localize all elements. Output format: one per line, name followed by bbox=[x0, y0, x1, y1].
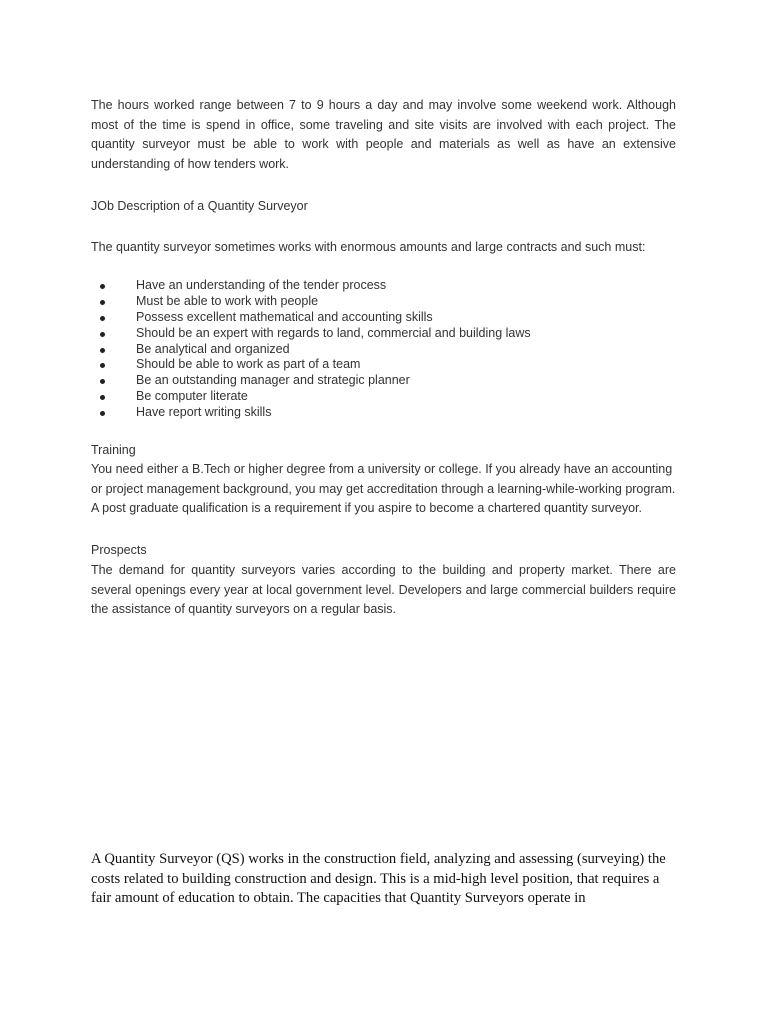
bullet-icon bbox=[100, 348, 105, 353]
list-item bbox=[91, 389, 676, 405]
list-item bbox=[91, 342, 676, 358]
bullet-icon bbox=[100, 379, 105, 384]
list-item-text: Have an understanding of the tender process bbox=[136, 278, 387, 292]
list-item bbox=[91, 310, 676, 326]
list-item-text: Be analytical and organized bbox=[136, 341, 290, 356]
list-item bbox=[91, 326, 676, 342]
list-item-text: Must be able to work with people bbox=[136, 293, 319, 308]
prospects-paragraph: The demand for quantity surveyors varies according to the building and property market. There are several openings every year at local government level. Developers and large commercial builders require the assistance of quantity surveyors on a regular basis. bbox=[91, 563, 676, 616]
bullet-icon bbox=[100, 332, 105, 337]
list-item-text: Possess excellent mathematical and accounting skills bbox=[136, 309, 433, 324]
quantity-surveyor-intro-paragraph: A Quantity Surveyor (QS) works in the construction field, analyzing and assessing (surveying) the costs related to building construction and design. This is a mid-high level position, that requires a fair amount of education to obtain. The capacities that Quantity Surveyors operate in bbox=[91, 851, 666, 906]
job-description-intro: The quantity surveyor sometimes works with enormous amounts and large contracts and such must: bbox=[91, 240, 646, 254]
list-item bbox=[91, 278, 676, 294]
job-duties-list bbox=[91, 278, 676, 421]
list-item-text: Should be able to work as part of a team bbox=[136, 357, 361, 372]
hours-paragraph: The hours worked range between 7 to 9 hours a day and may involve some weekend work. Although most of the time is spend in office, some traveling and site visits are involved with each project. The quantity surveyor must be able to work with people and materials as well as have an extensive understanding of how tenders work. bbox=[91, 98, 676, 171]
job-description-heading: JOb Description of a Quantity Surveyor bbox=[91, 199, 308, 213]
bullet-icon bbox=[100, 300, 105, 305]
list-item bbox=[91, 357, 676, 373]
bullet-icon bbox=[100, 284, 105, 289]
list-item-text: Be an outstanding manager and strategic planner bbox=[136, 373, 410, 388]
list-item-text: Be computer literate bbox=[136, 389, 248, 404]
bullet-icon bbox=[100, 316, 105, 321]
list-item bbox=[91, 294, 676, 310]
list-item bbox=[91, 405, 676, 421]
list-item-text: Have report writing skills bbox=[136, 405, 272, 420]
bullet-icon bbox=[100, 395, 105, 400]
training-paragraph: You need either a B.Tech or higher degree from a university or college. If you already have an accounting or project management background, you may get accreditation through a learning-while-working program. A post graduate qualification is a requirement if you aspire to become a chartered quantity surveyor. bbox=[91, 462, 676, 515]
list-item bbox=[91, 373, 676, 389]
prospects-heading: Prospects bbox=[91, 543, 147, 557]
bullet-icon bbox=[100, 363, 105, 368]
list-item-text: Should be an expert with regards to land, commercial and building laws bbox=[136, 325, 531, 340]
training-heading: Training bbox=[91, 443, 136, 457]
bullet-icon bbox=[100, 411, 105, 416]
